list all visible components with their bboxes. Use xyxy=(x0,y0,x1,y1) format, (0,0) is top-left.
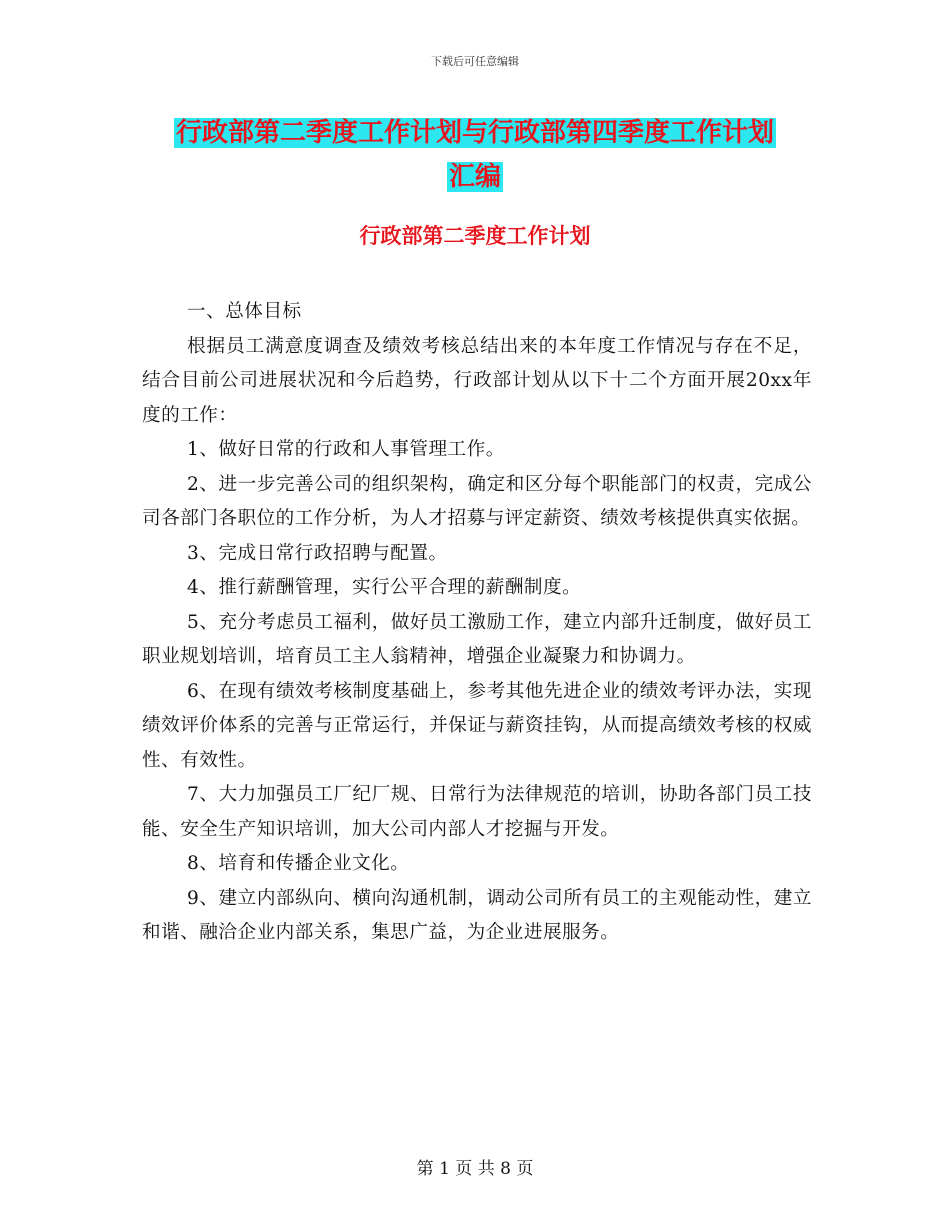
document-title-line1 xyxy=(0,112,950,149)
section-title: 行政部第二季度工作计划 xyxy=(359,224,591,248)
paragraph-item-7: 7、大力加强员工厂纪厂规、日常行为法律规范的培训，协助各部门员工技能、安全生产知识培训，加大公司内部人才挖掘与开发。 xyxy=(142,784,812,840)
paragraph-item-4: 4、推行薪酬管理，实行公平合理的薪酬制度。 xyxy=(187,577,582,598)
title-highlight-2: 汇编 xyxy=(448,162,501,192)
document-body xyxy=(142,295,812,951)
paragraph-item-2: 2、进一步完善公司的组织架构，确定和区分每个职能部门的权责，完成公司各部门各职位的工作分析，为人才招募与评定薪资、绩效考核提供真实依据。 xyxy=(142,473,812,529)
paragraph-item-8: 8、培育和传播企业文化。 xyxy=(187,853,410,874)
title-highlight-1: 行政部第二季度工作计划与行政部第四季度工作计划 xyxy=(175,118,774,148)
paragraph-item-9: 9、建立内部纵向、横向沟通机制，调动公司所有员工的主观能动性，建立和谐、融洽企业内部关系，集思广益，为企业进展服务。 xyxy=(142,887,812,943)
paragraph-item-5: 5、充分考虑员工福利，做好员工激励工作，建立内部升迁制度，做好员工职业规划培训，培育员工主人翁精神，增强企业凝聚力和协调力。 xyxy=(142,611,812,667)
paragraph-item-1: 1、做好日常的行政和人事管理工作。 xyxy=(187,439,505,460)
paragraph-item-6: 6、在现有绩效考核制度基础上，参考其他先进企业的绩效考评办法，实现绩效评价体系的完善与正常运行，并保证与薪资挂钩，从而提高绩效考核的权威性、有效性。 xyxy=(142,680,812,771)
paragraph-intro: 根据员工满意度调查及绩效考核总结出来的本年度工作情况与存在不足，结合目前公司进展状况和今后趋势，行政部计划从以下十二个方面开展20xx年度的工作： xyxy=(142,335,812,426)
page-number-footer: 第 1 页 共 8 页 xyxy=(416,1159,534,1179)
paragraph-goal-heading: 一、总体目标 xyxy=(187,301,302,322)
header-note: 下载后可任意编辑 xyxy=(431,55,519,68)
paragraph-item-3: 3、完成日常行政招聘与配置。 xyxy=(187,542,448,564)
document-title-line2 xyxy=(0,156,950,193)
